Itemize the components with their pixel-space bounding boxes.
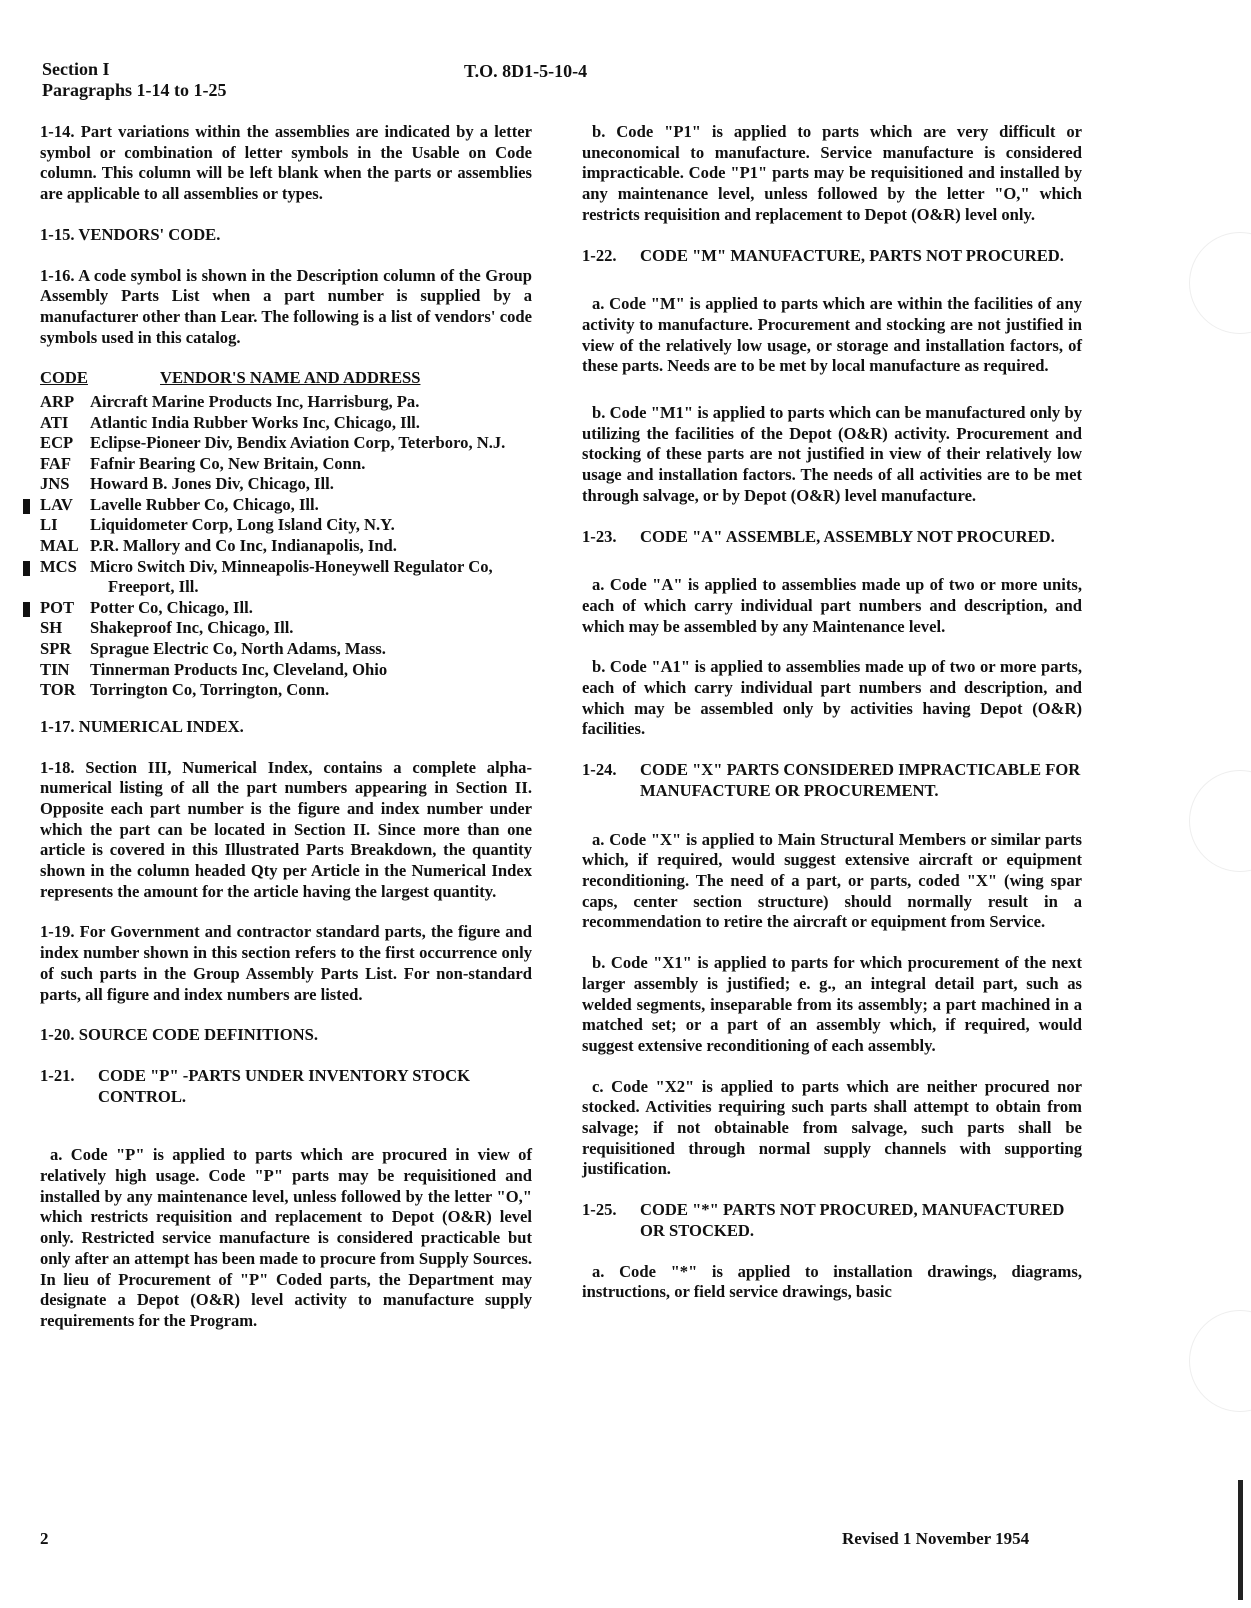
heading-number: 1-24. bbox=[582, 760, 617, 780]
vendor-row bbox=[40, 474, 532, 495]
vendor-name: Atlantic India Rubber Works Inc, Chicago, Ill. bbox=[90, 412, 420, 432]
vendor-name-column-header: VENDOR'S NAME AND ADDRESS bbox=[160, 368, 421, 388]
heading-1-17: 1-17. NUMERICAL INDEX. bbox=[40, 716, 244, 736]
right-column bbox=[582, 122, 1082, 1323]
vendor-code: POT bbox=[40, 597, 75, 617]
vendor-code: SPR bbox=[40, 639, 72, 659]
binder-hole bbox=[1189, 1310, 1251, 1412]
vendor-name: Eclipse-Pioneer Div, Bendix Aviation Corp, Teterboro, N.J. bbox=[90, 433, 506, 453]
vendor-code: ECP bbox=[40, 433, 74, 453]
vendor-code-column-header: CODE bbox=[40, 368, 88, 388]
heading-1-24 bbox=[582, 760, 1082, 801]
paragraph-1-21b: b. Code "P1" is applied to parts which are very difficult or uneconomical to manufacture. Service manufacture is considered impracticable. Code "P1" parts may be requisitioned and installed by any maintenance level, unless followed by the letter "O," which restricts requisition and replacement to Depot (O&R) level only. bbox=[582, 122, 1082, 224]
vendor-name: Shakeproof Inc, Chicago, Ill. bbox=[90, 618, 294, 638]
vendor-code: SH bbox=[40, 618, 63, 638]
vendor-row bbox=[40, 392, 532, 413]
vendor-code-table bbox=[40, 368, 532, 701]
vendor-code: ATI bbox=[40, 412, 69, 432]
vendor-name: Torrington Co, Torrington, Conn. bbox=[90, 680, 330, 700]
vendor-row bbox=[40, 639, 532, 660]
vendor-name: Lavelle Rubber Co, Chicago, Ill. bbox=[90, 494, 319, 514]
paragraph-range: Paragraphs 1-14 to 1-25 bbox=[42, 80, 227, 100]
vendor-row bbox=[40, 495, 532, 516]
heading-number: 1-23. bbox=[582, 526, 617, 546]
technical-order-number: T.O. 8D1-5-10-4 bbox=[464, 61, 588, 81]
vendor-name: P.R. Mallory and Co Inc, Indianapolis, Ind. bbox=[90, 536, 397, 556]
paragraph-1-18: 1-18. Section III, Numerical Index, contains a complete alpha-numerical listing of all the part numbers appearing in Section II. Opposite each part number is the figure and index number under which the part can be located in Section II. Since more than one article is covered in this Illustrated Parts Breakdown, the quantity shown in the column headed Qty per Article in the Numerical Index represents the amount for the article having the largest quantity. bbox=[40, 757, 532, 901]
vendor-code: TOR bbox=[40, 680, 76, 700]
vendor-row bbox=[40, 413, 532, 434]
heading-1-22 bbox=[582, 246, 1082, 267]
paragraph-1-23b: b. Code "A1" is applied to assemblies made up of two or more parts, each of which carry individual part numbers and description, and which may be assembled only by activities having Depot (O&R) facilities. bbox=[582, 657, 1082, 739]
heading-1-15: 1-15. VENDORS' CODE. bbox=[40, 224, 221, 244]
vendor-name: Potter Co, Chicago, Ill. bbox=[90, 597, 253, 617]
vendor-code: FAF bbox=[40, 453, 72, 473]
heading-text: CODE "A" ASSEMBLE, ASSEMBLY NOT PROCURED. bbox=[640, 526, 1055, 546]
paragraph-1-19: 1-19. For Government and contractor standard parts, the figure and index number shown in this section refers to the first occurrence only of such parts in the Group Assembly Parts List. For non-standard parts, all figure and index numbers are listed. bbox=[40, 922, 532, 1004]
vendor-row bbox=[40, 536, 532, 557]
page-number: 2 bbox=[40, 1529, 49, 1548]
vendor-code: LI bbox=[40, 515, 58, 535]
vendor-row bbox=[40, 433, 532, 454]
vendor-code: JNS bbox=[40, 474, 70, 494]
paragraph-1-16: 1-16. A code symbol is shown in the Description column of the Group Assembly Parts List when a part number is supplied by a manufacturer other than Lear. The following is a list of vendors' code symbols used in this catalog. bbox=[40, 265, 532, 347]
heading-number: 1-25. bbox=[582, 1200, 617, 1220]
paragraph-1-24c: c. Code "X2" is applied to parts which are neither procured nor stocked. Activities requiring such parts shall attempt to obtain from salvage; if not obtainable from salvage, such parts shall be requisitioned through normal supply channels with supporting justification. bbox=[582, 1076, 1082, 1179]
paragraph-1-25a: a. Code "*" is applied to installation drawings, diagrams, instructions, or field service drawings, basic bbox=[582, 1261, 1082, 1302]
heading-number: 1-22. bbox=[582, 245, 617, 265]
binder-hole bbox=[1189, 232, 1251, 334]
heading-text: CODE "P" -PARTS UNDER INVENTORY STOCK CONTROL. bbox=[98, 1065, 471, 1106]
paragraph-1-21a: a. Code "P" is applied to parts which are procured in view of relatively high usage. Code "P" parts may be requisitioned and installed by any maintenance level, unless followed by the letter "O," which restricts requisition and replacement to Depot (O&R) level only. Restricted service manufacture is considered practicable but only after an attempt has been made to procure from Supply Sources. In lieu of Procurement of "P" Coded parts, the Department may designate a Depot (O&R) level activity to manufacture supply requirements for the Program. bbox=[40, 1145, 532, 1330]
vendor-row bbox=[40, 660, 532, 681]
paragraph-1-23a: a. Code "A" is applied to assemblies made up of two or more units, each of which carry individual part numbers and description, and which may be assembled by any Maintenance level. bbox=[582, 575, 1082, 636]
heading-text: CODE "*" PARTS NOT PROCURED, MANUFACTURED OR STOCKED. bbox=[640, 1200, 1065, 1240]
paragraph-1-24a: a. Code "X" is applied to Main Structural Members or similar parts which, if required, would suggest extensive aircraft or equipment reconditioning. The need of a part, or parts, coded "X" (wing spar caps, center section structure) should normally result in a recommendation to retire the aircraft or equipment from Service. bbox=[582, 829, 1082, 932]
heading-text: CODE "X" PARTS CONSIDERED IMPRACTICABLE FOR MANUFACTURE OR PROCUREMENT. bbox=[640, 760, 1081, 800]
vendor-name: Fafnir Bearing Co, New Britain, Conn. bbox=[90, 453, 366, 473]
vendor-row bbox=[40, 680, 532, 701]
vendor-row bbox=[40, 598, 532, 619]
heading-1-20: 1-20. SOURCE CODE DEFINITIONS. bbox=[40, 1025, 318, 1045]
section-label: Section I bbox=[42, 59, 110, 79]
vendor-name: Aircraft Marine Products Inc, Harrisburg, Pa. bbox=[90, 391, 420, 411]
vendor-code: LAV bbox=[40, 494, 73, 514]
vendor-code: MCS bbox=[40, 556, 77, 576]
change-bar-mark bbox=[23, 499, 30, 514]
vendor-table-header bbox=[40, 368, 532, 392]
vendor-row bbox=[40, 515, 532, 536]
heading-1-21 bbox=[40, 1066, 532, 1107]
vendor-name: Tinnerman Products Inc, Cleveland, Ohio bbox=[90, 659, 388, 679]
heading-text: CODE "M" MANUFACTURE, PARTS NOT PROCURED. bbox=[640, 245, 1064, 265]
left-column bbox=[40, 122, 532, 1352]
paragraph-1-14: 1-14. Part variations within the assemblies are indicated by a letter symbol or combination of letter symbols in the Usable on Code column. This column will be left blank when the parts or assemblies are applicable to all assemblies or types. bbox=[40, 122, 532, 204]
paragraph-1-22b: b. Code "M1" is applied to parts which can be manufactured only by utilizing the facilities of the Depot (O&R) activity. Procurement and stocking of these parts are not justified in view of their relatively low usage and installation factors. The needs of all activities are to be met through salvage, or by Depot (O&R) level manufacture. bbox=[582, 403, 1082, 505]
paragraph-1-22a: a. Code "M" is applied to parts which are within the facilities of any activity to manufacture. Procurement and stocking are not justified in view of the relatively low usage, or storage and installation factors, of these parts. Needs are to be met by local manufacture as required. bbox=[582, 294, 1082, 376]
revision-date: Revised 1 November 1954 bbox=[842, 1529, 1030, 1548]
change-bar-mark bbox=[23, 602, 30, 617]
heading-1-23 bbox=[582, 527, 1082, 548]
paragraph-1-24b: b. Code "X1" is applied to parts for which procurement of the next larger assembly is justified; e. g., an integral detail part, such as welded segments, inseparable from its assembly; a part machined in a matched set; or a part of an assembly which, if required, would suggest extensive reconditioning of each assembly. bbox=[582, 953, 1082, 1055]
change-bar-mark bbox=[23, 561, 30, 576]
vendor-name: Micro Switch Div, Minneapolis-Honeywell Regulator Co, Freeport, Ill. bbox=[90, 556, 493, 597]
heading-1-25 bbox=[582, 1200, 1082, 1241]
vendor-name: Sprague Electric Co, North Adams, Mass. bbox=[90, 639, 386, 659]
vendor-code: MAL bbox=[40, 536, 79, 556]
vendor-name: Liquidometer Corp, Long Island City, N.Y. bbox=[90, 515, 395, 535]
vendor-name: Howard B. Jones Div, Chicago, Ill. bbox=[90, 474, 334, 494]
vendor-row bbox=[40, 557, 532, 598]
vendor-row bbox=[40, 454, 532, 475]
page-edge-shadow bbox=[1238, 1480, 1243, 1600]
vendor-code: ARP bbox=[40, 391, 75, 411]
vendor-row bbox=[40, 618, 532, 639]
vendor-code: TIN bbox=[40, 659, 70, 679]
heading-number: 1-21. bbox=[40, 1065, 75, 1085]
binder-hole bbox=[1189, 770, 1251, 872]
